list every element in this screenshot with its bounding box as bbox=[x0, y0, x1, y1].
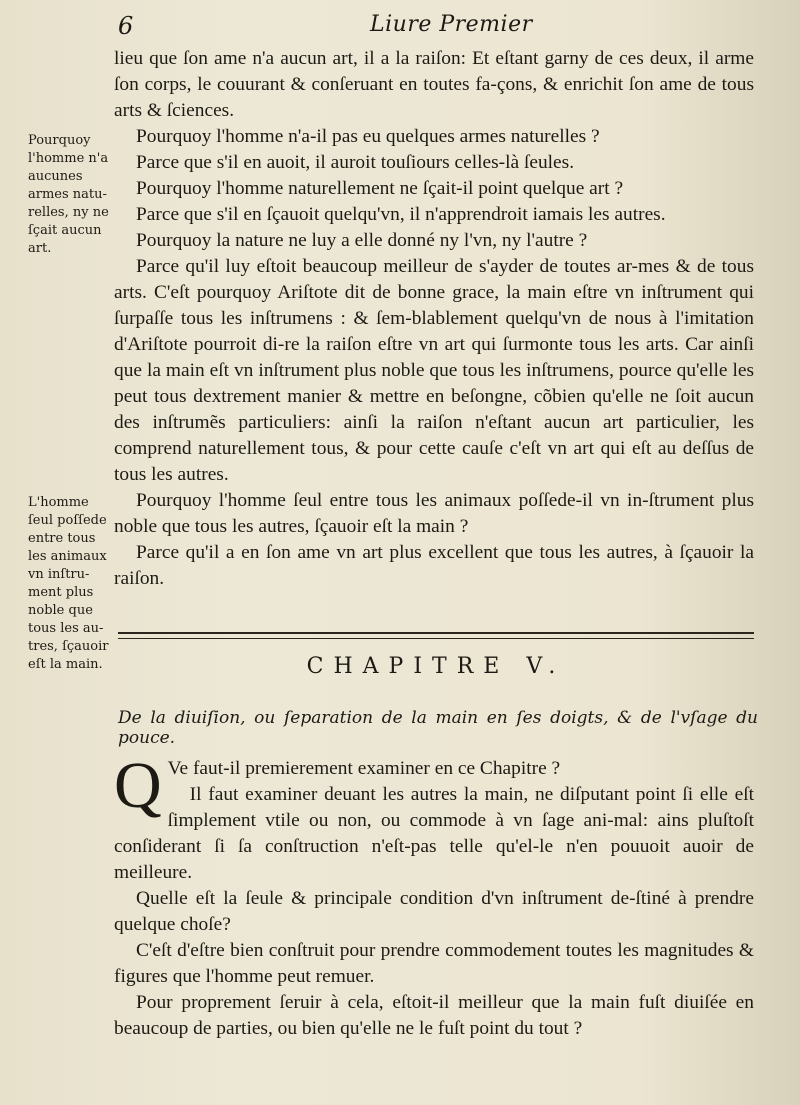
chapter-subtitle: De la diuiſion, ou ſeparation de la main en ſes doigts, & de l'vſage du pouce. bbox=[118, 708, 758, 748]
paragraph: Ve faut-il premierement examiner en ce Chapitre ? bbox=[167, 758, 561, 779]
paragraph: Pourquoy l'homme naturellement ne ſçait-il point quelque art ? bbox=[136, 178, 624, 199]
running-head: Liure Premier bbox=[370, 12, 533, 37]
paragraph: Pourquoy l'homme ſeul entre tous les animaux poſſede-il vn in-ſtrument plus noble que tous les autres, ſçauoir eſt la main ? bbox=[114, 490, 754, 537]
paragraph: Pour proprement ſeruir à cela, eſtoit-il meilleur que la main fuſt diuiſée en beaucoup de parties, ou bien qu'elle ne le fuſt point du tout ? bbox=[114, 992, 754, 1039]
body-text-section-2 bbox=[114, 749, 754, 1042]
paragraph: Pourquoy la nature ne luy a elle donné ny l'vn, ny l'autre ? bbox=[136, 230, 588, 251]
paragraph: Il faut examiner deuant les autres la main, ne diſputant point ſi elle eſt ſimplement vtile ou non, ou commode à vn ſage ani-mal: ains pluſtoſt conſiderant ſi ſa conſtruction n'eſt-pas telle qu'el-le n'en pouuoit auoir de meilleure. bbox=[114, 784, 754, 883]
paragraph: Parce que s'il en auoit, il auroit touſiours celles-là ſeules. bbox=[136, 152, 575, 173]
paragraph: Parce qu'il luy eſtoit beaucoup meilleur de s'ayder de toutes ar-mes & de tous arts. C'eſt pourquoy Ariſtote dit de bonne grace, la main eſtre vn inſtrument qui ſurpaſſe tous les inſtrumens : & ſem-blablement quelqu'vn de nous à l'imitation d'Ariſtote pourroit di-re la raiſon eſtre vn art qui ſurmonte tous les arts. Car ainſi que la main eſt vn inſtrument plus noble que tous les inſtrumens, pource qu'elle les peut tous dextrement manier & mettre en beſongne, cõbien qu'elle ne ſoit aucun des inſtrumẽs particuliers: ainſi la raiſon n'eſtant aucun art particulier, les comprend naturellement tous, & pour cette cauſe c'eſt vn art qui eſt au deſſus de tous les autres. bbox=[114, 256, 754, 485]
paragraph: Pourquoy l'homme n'a-il pas eu quelques armes naturelles ? bbox=[136, 126, 600, 147]
paragraph: C'eſt d'eſtre bien conſtruit pour prendre commodement toutes les magnitudes & figures que l'homme peut remuer. bbox=[114, 940, 754, 987]
margin-note-1: Pourquoy l'homme n'a aucunes armes natu-relles, ny ne ſçait aucun art. bbox=[28, 133, 109, 256]
paragraph: lieu que ſon ame n'a aucun art, il a la raiſon: Et eſtant garny de ces deux, il arme ſon corps, le couurant & conſeruant en toutes fa-çons, & enrichit ſon ame de tous arts & ſciences. bbox=[114, 48, 754, 121]
body-text-section-1 bbox=[114, 46, 754, 592]
chapter-title: CHAPITRE V. bbox=[306, 654, 566, 679]
drop-cap: Q bbox=[114, 749, 162, 822]
margin-note-2: L'homme ſeul poſſede entre tous les animaux vn inſtru-ment plus noble que tous les au-tres, ſçauoir eſt la main. bbox=[28, 495, 109, 672]
divider-rule bbox=[118, 632, 754, 639]
paragraph: Quelle eſt la ſeule & principale condition d'vn inſtrument de-ſtiné à prendre quelque choſe? bbox=[114, 888, 754, 935]
paragraph: Parce que s'il en ſçauoit quelqu'vn, il n'apprendroit iamais les autres. bbox=[136, 204, 666, 225]
paragraph: Parce qu'il a en ſon ame vn art plus excellent que tous les autres, à ſçauoir la raiſon. bbox=[114, 542, 754, 589]
page-number: 6 bbox=[118, 12, 134, 40]
